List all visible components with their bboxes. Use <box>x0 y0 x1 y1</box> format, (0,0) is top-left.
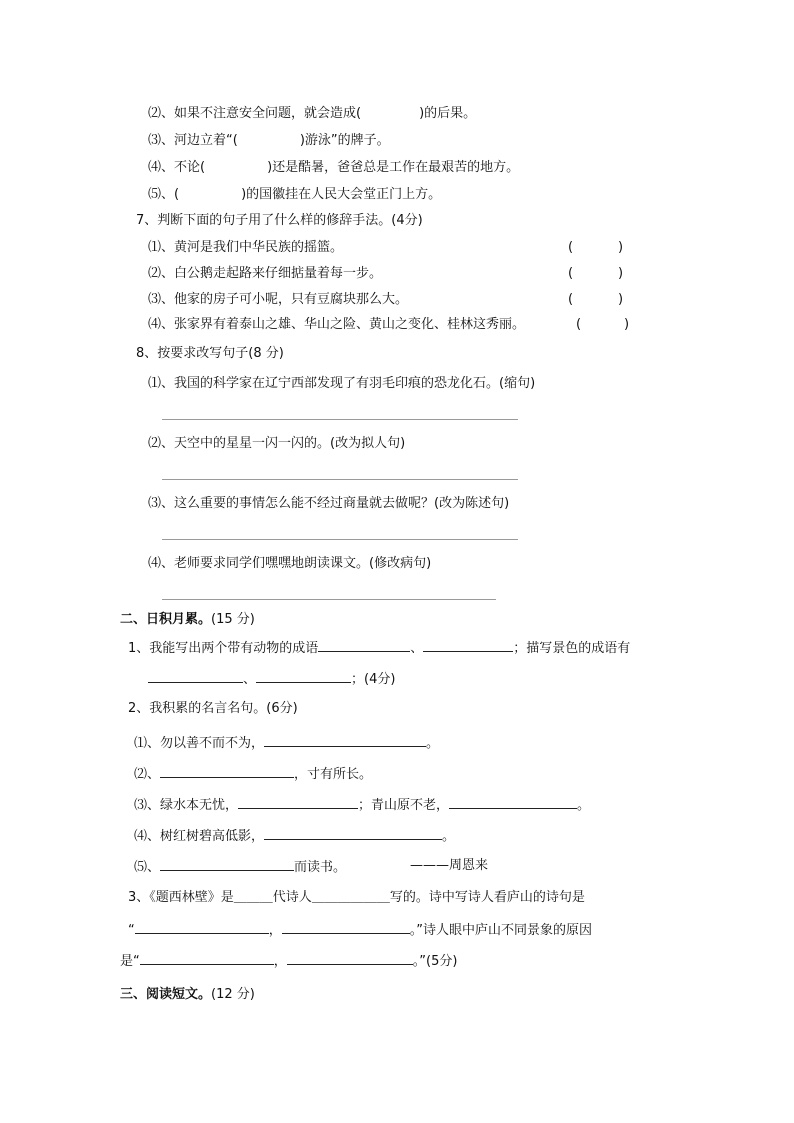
s2-q2-item-3: ⑶、绿水本无忧， ；青山原不老， 。 <box>134 798 591 813</box>
q7-answer-2-open: ( <box>568 266 574 281</box>
s2-q2-blank-5[interactable] <box>264 827 442 840</box>
q7-answer-4-close: ) <box>624 317 630 332</box>
section-3-heading: 三、阅读短文。(12 分) <box>120 987 255 1002</box>
s2-q1-line2: 、 ；(4分) <box>148 670 395 688</box>
s2-q3-blank-2[interactable] <box>282 921 410 934</box>
s2-q1-blank-1[interactable] <box>318 639 410 652</box>
s2-q2-attribution: ———周恩来 <box>410 858 489 873</box>
q8-answer-line-2[interactable] <box>162 479 518 480</box>
q7-answer-3-open: ( <box>568 292 574 307</box>
q6-item-5: ⑸、( )的国徽挂在人民大会堂正门上方。 <box>148 187 442 202</box>
q8-item-2: ⑵、天空中的星星一闪一闪的。(改为拟人句) <box>148 436 406 451</box>
s2-q2-blank-3[interactable] <box>238 796 358 809</box>
s2-q2-blank-2[interactable] <box>160 765 294 778</box>
s2-q1-blank-2[interactable] <box>423 639 513 652</box>
q7-item-3: ⑶、他家的房子可小呢，只有豆腐块那么大。 <box>148 292 409 307</box>
s2-q2-item-4: ⑷、树红树碧高低影， 。 <box>134 829 456 844</box>
s2-q3-line1: 3、《题西林壁》是＿＿＿代诗人＿＿＿＿＿＿写的。诗中写诗人看庐山的诗句是 <box>128 890 585 905</box>
s2-q2-item-2: ⑵、 ，寸有所长。 <box>134 767 373 782</box>
s2-q2-item-1: ⑴、勿以善不而不为， 。 <box>134 736 440 751</box>
q7-item-4: ⑷、张家界有着泰山之雄、华山之险、黄山之变化、桂林这秀丽。 <box>148 317 526 332</box>
q7-item-1: ⑴、黄河是我们中华民族的摇篮。 <box>148 240 344 255</box>
q7-item-2: ⑵、白公鹅走起路来仔细掂量着每一步。 <box>148 266 383 281</box>
s2-q3-blank-4[interactable] <box>287 952 413 965</box>
s2-q2-title: 2、我积累的名言名句。(6分) <box>128 701 298 716</box>
q7-title: 7、判断下面的句子用了什么样的修辞手法。(4分) <box>136 213 423 228</box>
s2-q1-blank-4[interactable] <box>256 670 351 683</box>
section-2-heading: 二、日积月累。(15 分) <box>120 612 255 627</box>
s2-q3-blank-dynasty[interactable]: ＿＿＿ <box>233 890 273 905</box>
q6-item-3: ⑶、河边立着“( )游泳”的牌子。 <box>148 133 390 148</box>
s2-q3-line3: 是“ ， 。”(5分) <box>120 954 458 969</box>
q7-answer-4-open: ( <box>576 317 582 332</box>
s2-q3-blank-1[interactable] <box>135 921 269 934</box>
s2-q3-blank-3[interactable] <box>140 952 274 965</box>
q8-answer-line-1[interactable] <box>162 419 518 420</box>
q7-answer-2-close: ) <box>618 266 624 281</box>
q7-answer-1-open: ( <box>568 240 574 255</box>
s2-q2-item-5: ⑸、 而读书。 <box>134 860 347 875</box>
s2-q2-blank-1[interactable] <box>264 734 426 747</box>
s2-q2-blank-4[interactable] <box>449 796 577 809</box>
s2-q2-blank-6[interactable] <box>160 858 294 871</box>
s2-q3-line2: “ ， 。”诗人眼中庐山不同景象的原因 <box>128 923 593 938</box>
q8-answer-line-4[interactable] <box>162 599 496 600</box>
q7-answer-1-close: ) <box>618 240 624 255</box>
s2-q1-line1: 1、我能写出两个带有动物的成语 、 ；描写景色的成语有 <box>128 641 631 656</box>
q8-item-4: ⑷、老师要求同学们嘿嘿地朗读课文。(修改病句) <box>148 556 432 571</box>
q6-item-4: ⑷、不论( )还是酷暑，爸爸总是工作在最艰苦的地方。 <box>148 160 520 175</box>
q8-item-3: ⑶、这么重要的事情怎么能不经过商量就去做呢？(改为陈述句) <box>148 496 510 511</box>
s2-q3-blank-poet[interactable]: ＿＿＿＿＿＿ <box>311 890 390 905</box>
q7-answer-3-close: ) <box>618 292 624 307</box>
s2-q1-blank-3[interactable] <box>148 670 243 683</box>
q8-title: 8、按要求改写句子(8 分) <box>136 346 284 361</box>
q8-answer-line-3[interactable] <box>162 539 518 540</box>
q8-item-1: ⑴、我国的科学家在辽宁西部发现了有羽毛印痕的恐龙化石。(缩句) <box>148 376 536 391</box>
q6-item-2: ⑵、如果不注意安全问题，就会造成( )的后果。 <box>148 106 477 121</box>
